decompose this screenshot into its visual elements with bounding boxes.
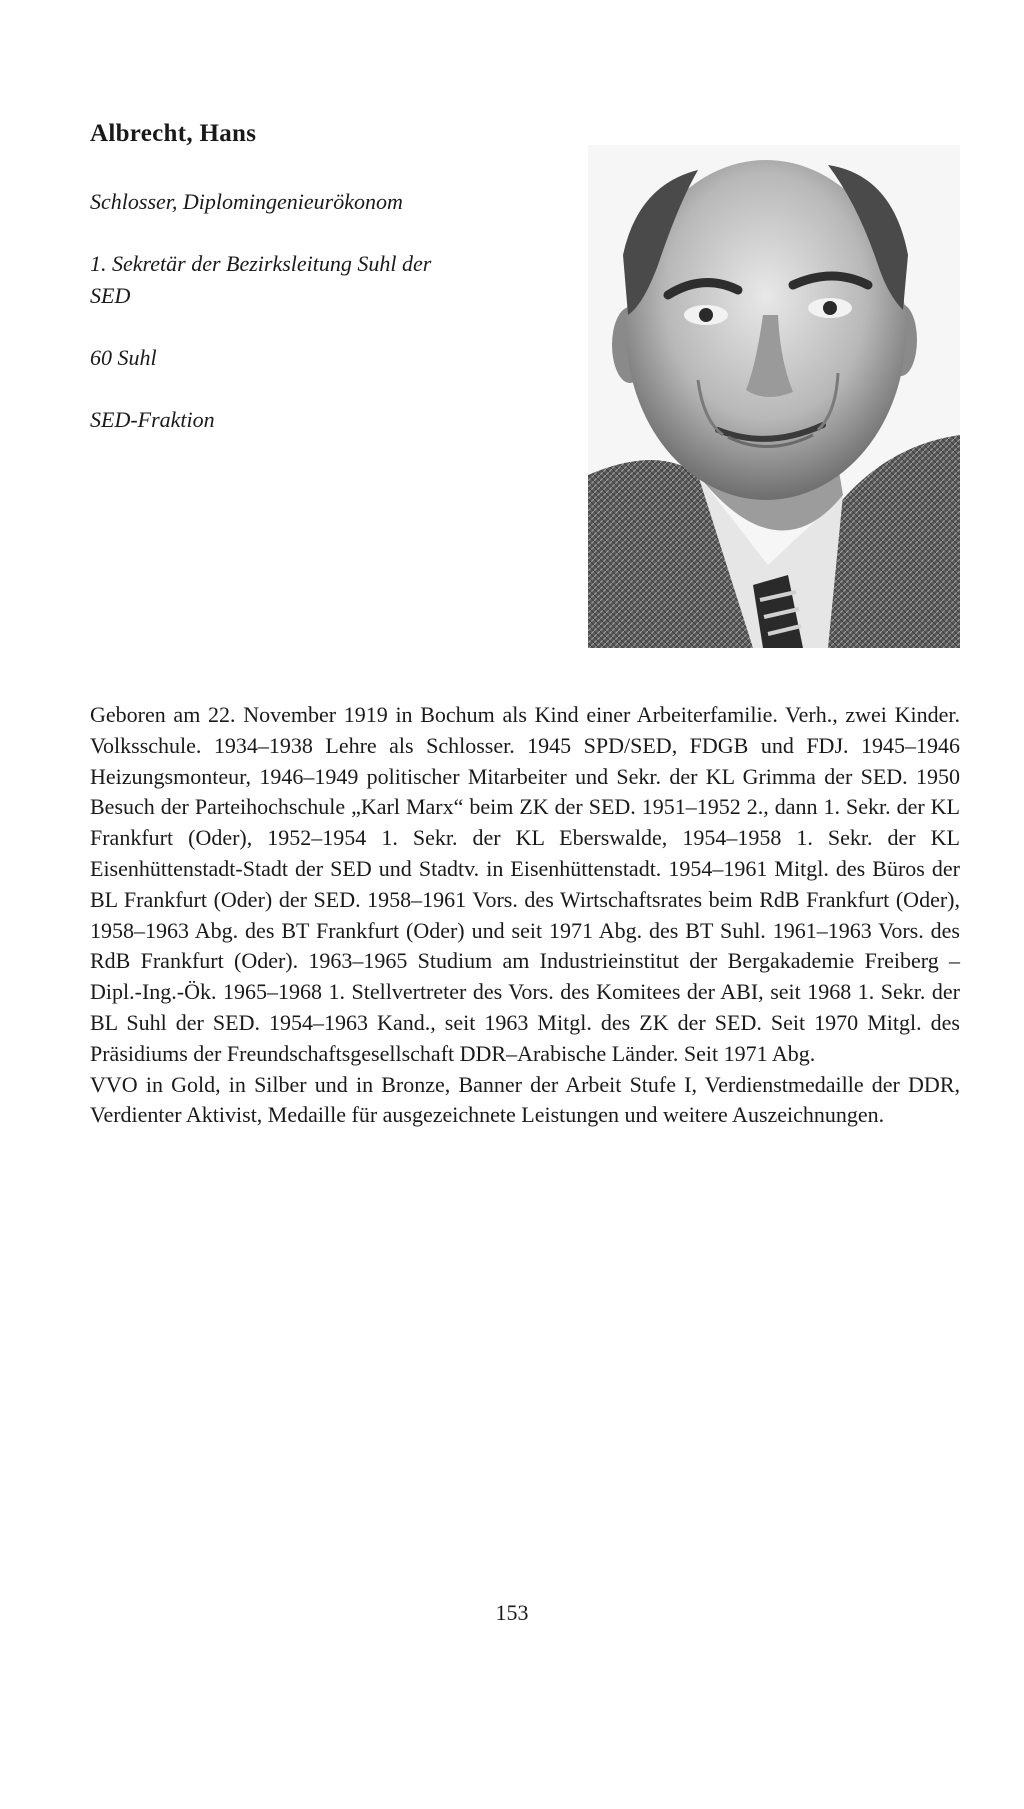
faction: SED-Fraktion bbox=[90, 407, 215, 432]
page-number: 153 bbox=[495, 1600, 529, 1625]
constituency: 60 Suhl bbox=[90, 345, 157, 370]
biography-awards: VVO in Gold, in Silber und in Bronze, Banner der Arbeit Stufe I, Verdienstmedaille der DDR, Verdienter Aktivist, Medaille für ausgezeichnete Leistungen und weitere Auszeichnungen. bbox=[90, 1071, 960, 1128]
portrait-illustration bbox=[588, 145, 960, 648]
portrait-photo bbox=[588, 145, 960, 648]
party-position: 1. Sekretär der Bezirksleitung Suhl der SED bbox=[90, 251, 432, 308]
profession: Schlosser, Diplomingenieurökonom bbox=[90, 189, 403, 214]
person-name: Albrecht, Hans bbox=[90, 120, 257, 147]
biography bbox=[90, 700, 960, 1131]
biography-main: Geboren am 22. November 1919 in Bochum als Kind einer Arbeiterfamilie. Verh., zwei Kinder. Volksschule. 1934–1938 Lehre als Schlosser. 1945 SPD/SED, FDGB und FDJ. 1945–1946 Heizungsmonteur, 1946–1949 politischer Mitarbeiter und Sekr. der KL Grimma der SED. 1950 Besuch der Parteihochschule „Karl Marx“ beim ZK der SED. 1951–1952 2., dann 1. Sekr. der KL Frankfurt (Oder), 1952–1954 1. Sekr. der KL Eberswalde, 1954–1958 1. Sekr. der KL Eisenhüttenstadt-Stadt der SED und Stadtv. in Eisenhüttenstadt. 1954–1961 Mitgl. des Büros der BL Frankfurt (Oder) der SED. 1958–1961 Vors. des Wirtschaftsrates beim RdB Frankfurt (Oder), 1958–1963 Abg. des BT Frankfurt (Oder) und seit 1971 Abg. des BT Suhl. 1961–1963 Vors. des RdB Frankfurt (Oder). 1963–1965 Studium am Industrieinstitut der Bergakademie Freiberg – Dipl.-Ing.-Ök. 1965–1968 1. Stellvertreter des Vors. des Komitees der ABI, seit 1968 1. Sekr. der BL Suhl der SED. 1954–1963 Kand., seit 1963 Mitgl. des ZK der SED. Seit 1970 Mitgl. des Präsidiums der Freundschaftsgesellschaft DDR–Arabische Länder. Seit 1971 Abg. bbox=[90, 702, 960, 1066]
entry-header bbox=[90, 120, 570, 466]
